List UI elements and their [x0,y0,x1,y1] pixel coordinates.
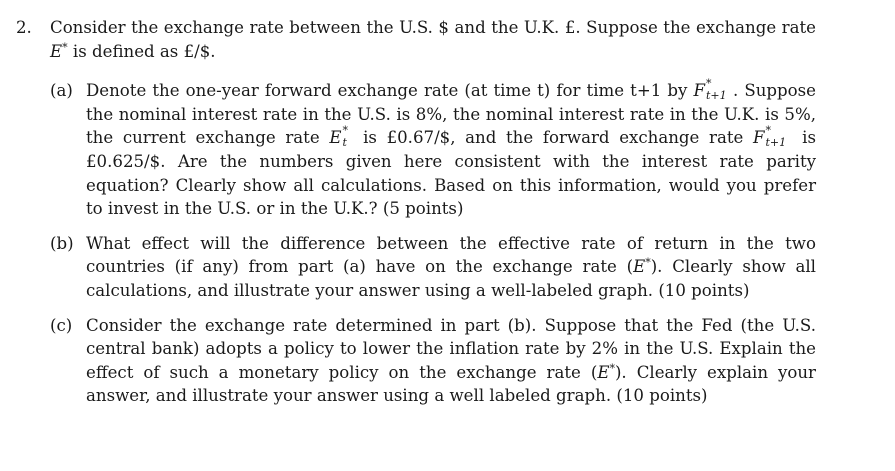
problem-2 [16,16,816,408]
part-b [16,232,816,303]
forward-rate-subscript: t+1 [705,89,727,103]
part-c-text-1: Consider the exchange rate determined in part (b). Suppose that the Fed (the U.S. central bank) adopts a policy to lower the inflation rate by 2% in the U.S. Explain the effect of such a monetary policy on the exchange rate ( [86,315,816,382]
forward-rate-subscript-2: t+1 [765,136,787,150]
part-b-rate-symbol: E [633,257,646,277]
forward-rate-scripts-2 [765,124,793,150]
part-a-text-4: is £0.625/$. Are the numbers given here consistent with the interest rate parity equation? Clearly show all calculations. Based on this information, would you prefer to invest in the U.S. or in the U.K.? (5 points) [86,128,816,219]
part-a-text-2: . Suppose the nominal interest rate in the U.S. is 8%, the nominal interest rate in the U.K. is 5%, the current exchange rate [86,81,816,148]
current-rate-star: * [342,124,348,138]
part-a-text-3: is £0.67/$, and the forward exchange rate [353,128,753,148]
part-a [16,79,816,221]
part-c-label: (c) [50,315,73,335]
exchange-rate-symbol: E [50,41,63,61]
intro-text-2: is defined as £/$. [67,41,216,61]
part-c [16,314,816,408]
forward-rate-symbol: F [693,81,705,101]
part-b-label: (b) [50,233,74,253]
part-c-rate-symbol: E [597,362,610,382]
intro-text-1: Consider the exchange rate between the U.S. $ and the U.K. £. Suppose the exchange rate [50,18,816,37]
problem-intro [16,16,816,63]
part-c-text-2: ). Clearly explain your answer, and illustrate your answer using a well labeled graph. (10 points) [86,362,816,406]
part-c-rate-star: * [609,361,615,375]
problem-number: 2. [16,18,32,37]
exchange-rate-star: * [62,40,68,54]
forward-rate-star-2: * [765,124,772,138]
part-b-text-1: What effect will the difference between the effective rate of return in the two countries (if any) from part (a) have on the exchange rate ( [86,233,816,277]
current-rate-symbol: E [329,128,342,148]
current-rate-subscript: t [342,136,347,150]
part-b-rate-star: * [645,256,651,270]
part-a-text-1: Denote the one-year forward exchange rate (at time t) for time t+1 by [86,81,694,101]
forward-rate-star: * [705,77,712,91]
forward-rate-symbol-2: F [753,128,765,148]
part-b-text-2: ). Clearly show all calculations, and illustrate your answer using a well-labeled graph. (10 points) [86,257,816,300]
part-a-label: (a) [50,81,73,101]
forward-rate-scripts [705,77,733,103]
current-rate-scripts [341,124,353,150]
